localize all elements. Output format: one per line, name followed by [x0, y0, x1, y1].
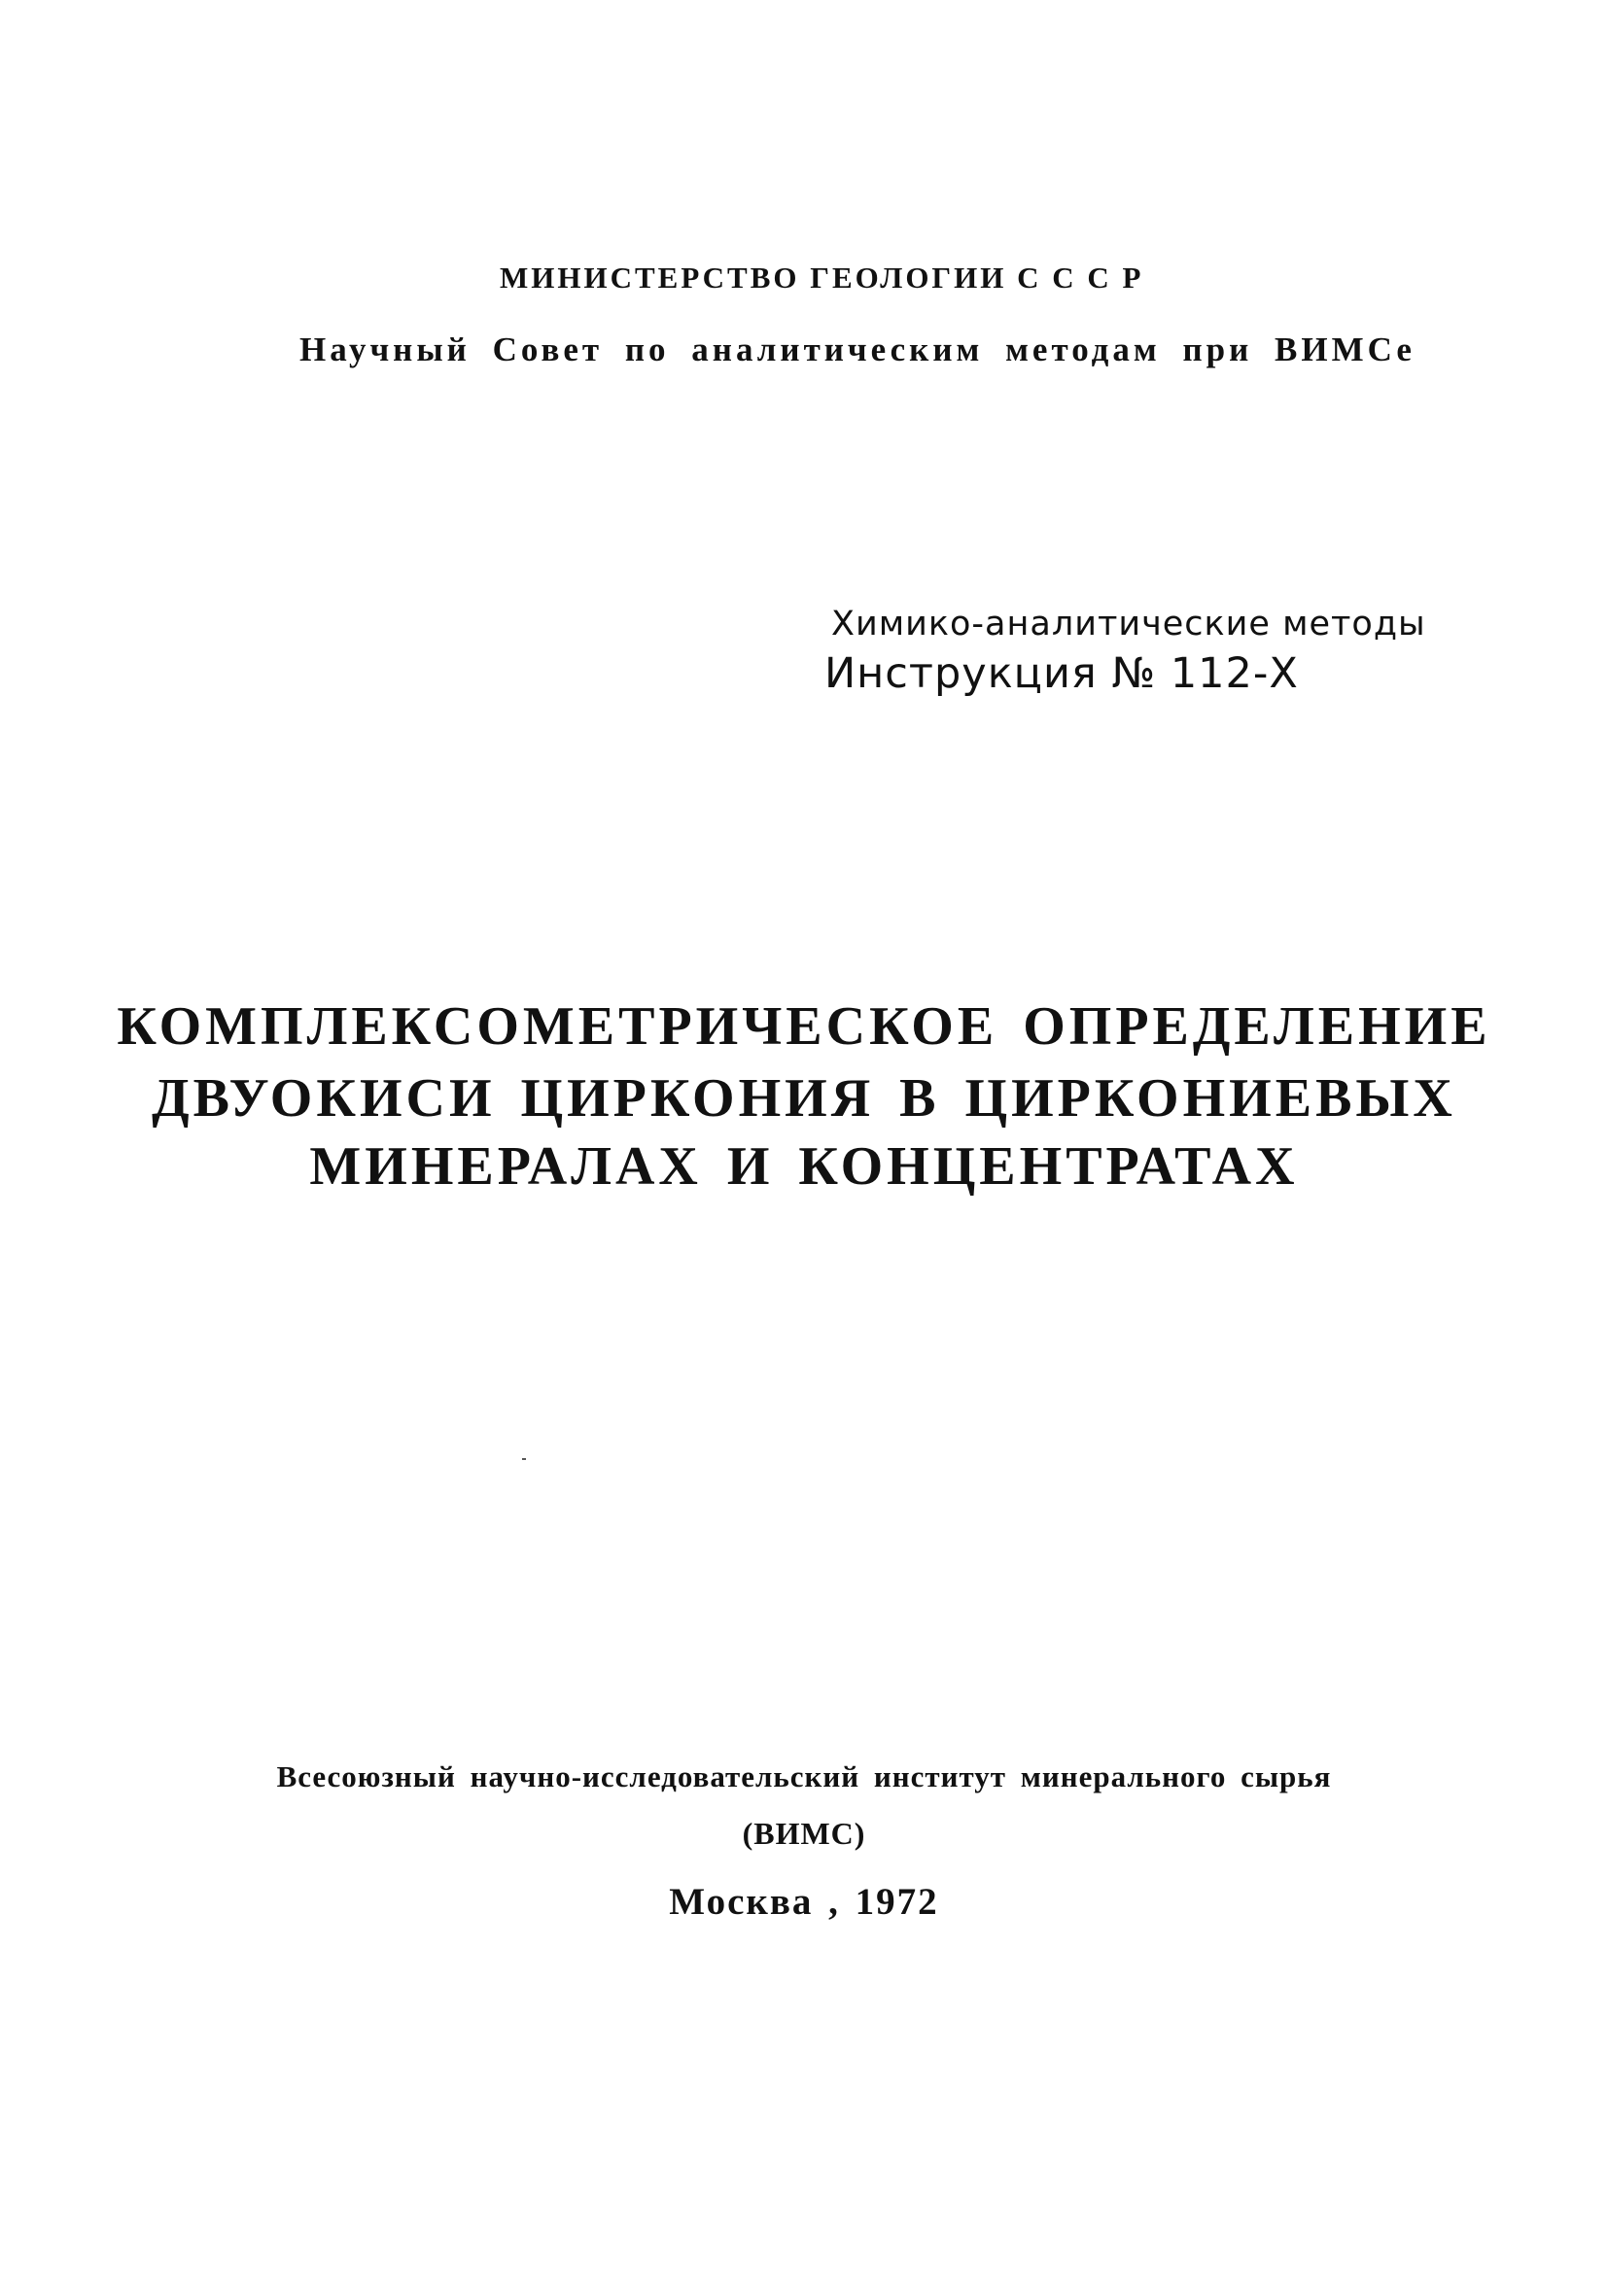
- council-subheading: Научный Совет по аналитическим методам при ВИМСе: [299, 330, 1416, 368]
- title-line: КОМПЛЕКСОМЕТРИЧЕСКОЕ ОПРЕДЕЛЕНИЕ: [117, 996, 1491, 1057]
- publication-city-year: Москва , 1972: [669, 1881, 939, 1923]
- ministry-heading: МИНИСТЕРСТВО ГЕОЛОГИИ С С С Р: [500, 261, 1144, 295]
- title-line: ДВУОКИСИ ЦИРКОНИЯ В ЦИРКОНИЕВЫХ: [152, 1068, 1456, 1129]
- methods-series-label: Химико-аналитические методы: [831, 605, 1426, 644]
- instruction-number: Инструкция № 112-Х: [824, 649, 1299, 698]
- publisher-abbreviation: (ВИМС): [742, 1816, 866, 1851]
- publisher-institute: Всесоюзный научно-исследовательский институт минерального сырья: [276, 1759, 1332, 1793]
- scan-speck: [522, 1458, 526, 1460]
- title-line: МИНЕРАЛАХ И КОНЦЕНТРАТАХ: [309, 1136, 1299, 1197]
